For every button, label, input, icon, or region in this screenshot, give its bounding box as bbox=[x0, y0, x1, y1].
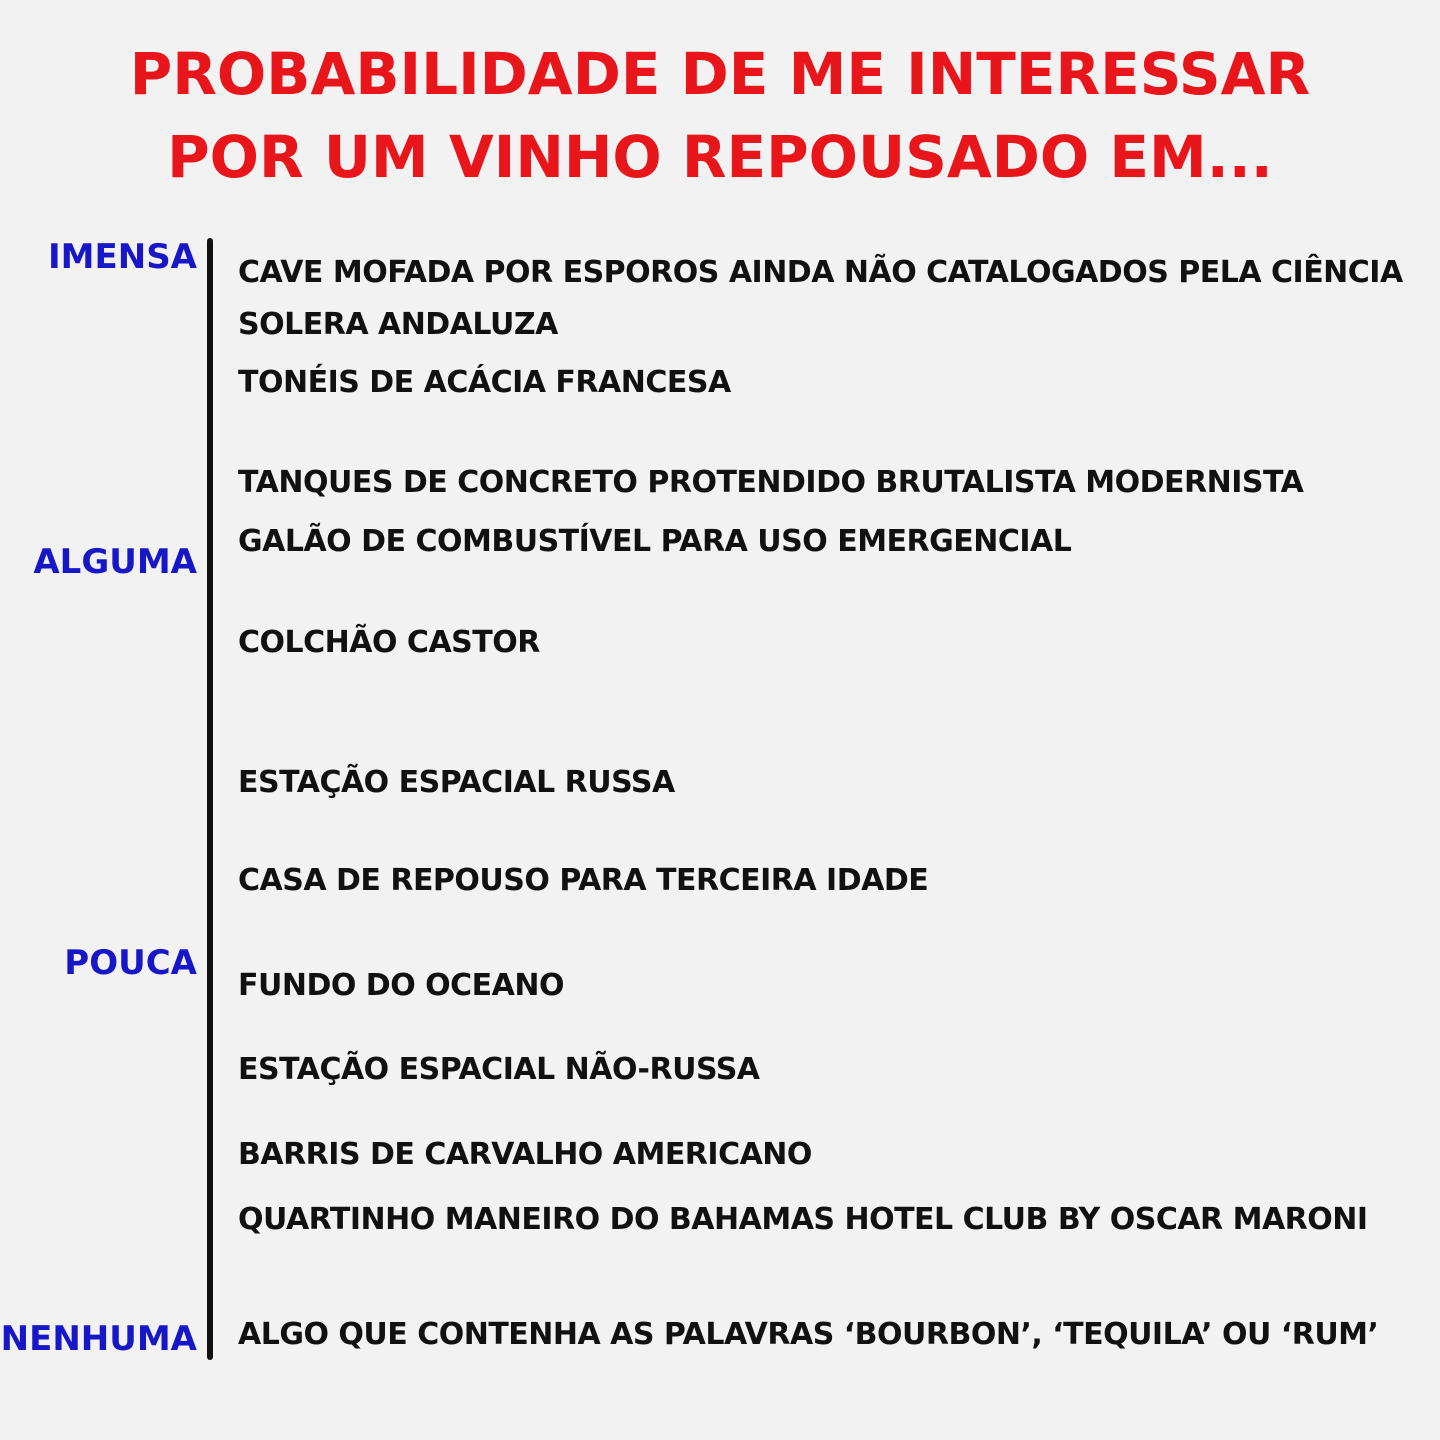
item-galao-combustivel: GALÃO DE COMBUSTÍVEL PARA USO EMERGENCIAL bbox=[238, 524, 1072, 559]
item-tanques-concreto: TANQUES DE CONCRETO PROTENDIDO BRUTALISTA MODERNISTA bbox=[238, 465, 1304, 500]
level-pouca: POUCA bbox=[64, 943, 197, 983]
title-line-1: PROBABILIDADE DE ME INTERESSAR bbox=[129, 40, 1311, 108]
level-nenhuma: NENHUMA bbox=[0, 1319, 197, 1359]
item-estacao-russa: ESTAÇÃO ESPACIAL RUSSA bbox=[238, 765, 675, 800]
item-colchao-castor: COLCHÃO CASTOR bbox=[238, 625, 540, 660]
item-fundo-oceano: FUNDO DO OCEANO bbox=[238, 968, 565, 1003]
item-cave-mofada: CAVE MOFADA POR ESPOROS AINDA NÃO CATALOGADOS PELA CIÊNCIA bbox=[238, 255, 1403, 290]
level-alguma: ALGUMA bbox=[33, 542, 197, 582]
level-imensa: IMENSA bbox=[48, 237, 197, 277]
item-quartinho-bahamas: QUARTINHO MANEIRO DO BAHAMAS HOTEL CLUB BY OSCAR MARONI bbox=[238, 1202, 1368, 1237]
item-casa-repouso: CASA DE REPOUSO PARA TERCEIRA IDADE bbox=[238, 863, 929, 898]
title-line-2: POR UM VINHO REPOUSADO EM... bbox=[167, 123, 1273, 191]
item-bourbon-tequila-rum: ALGO QUE CONTENHA AS PALAVRAS ‘BOURBON’, ‘TEQUILA’ OU ‘RUM’ bbox=[238, 1317, 1379, 1352]
probability-axis bbox=[207, 238, 213, 1360]
item-barris-carvalho: BARRIS DE CARVALHO AMERICANO bbox=[238, 1137, 812, 1172]
item-toneis-acacia: TONÉIS DE ACÁCIA FRANCESA bbox=[238, 365, 731, 400]
item-estacao-nao-russa: ESTAÇÃO ESPACIAL NÃO-RUSSA bbox=[238, 1052, 760, 1087]
item-solera-andaluza: SOLERA ANDALUZA bbox=[238, 307, 558, 342]
